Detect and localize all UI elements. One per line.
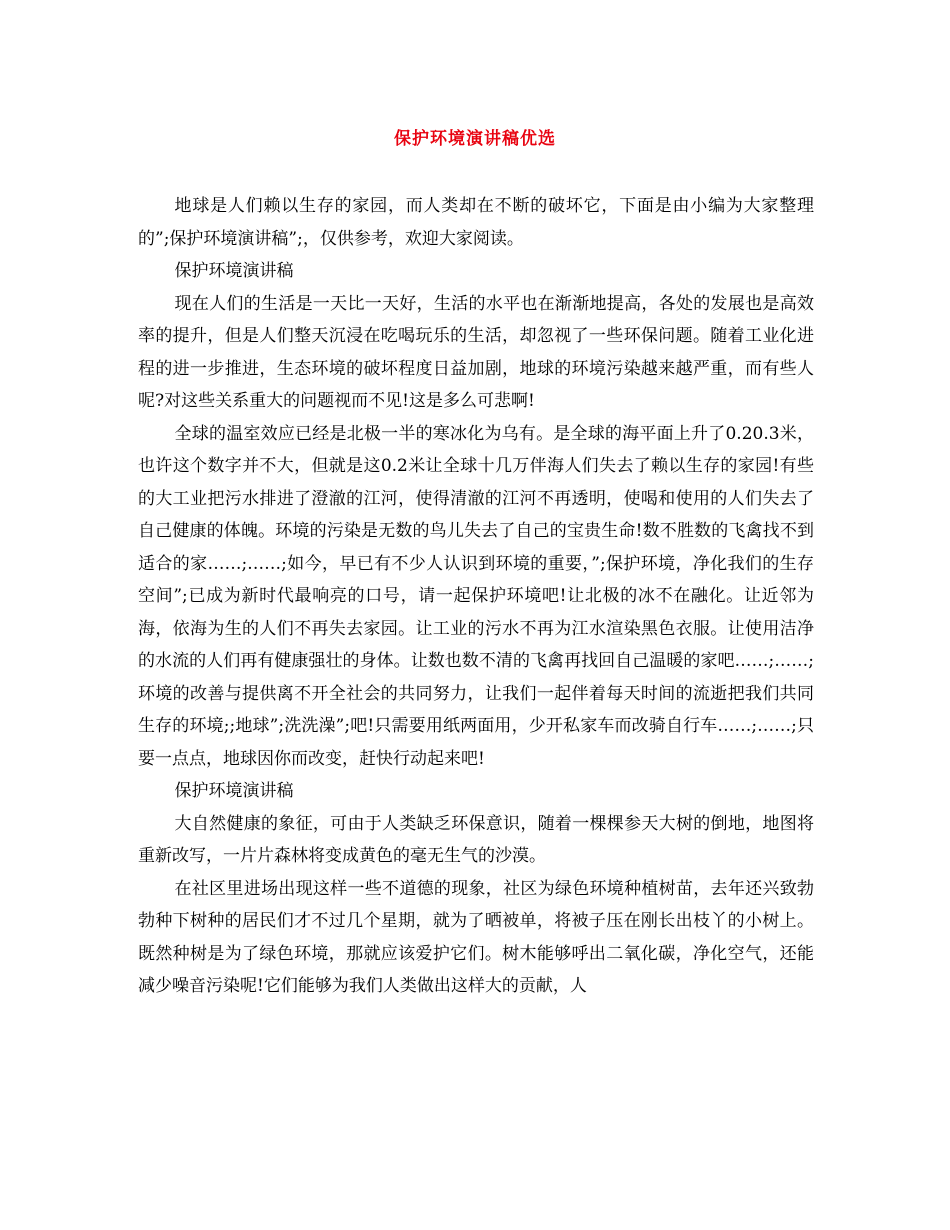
body-paragraph-2: 全球的温室效应已经是北极一半的寒冰化为乌有。是全球的海平面上升了0.20.3米，也许这个数字并不大，但就是这0.2米让全球十几万伴海人们失去了赖以生存的家园!有些的大工业把污水排进了澄澈的江河，使得清澈的江河不再透明，使喝和使用的人们失去了自己健康的体魄。环境的污染是无数的鸟儿失去了自己的宝贵生命!数不胜数的飞禽找不到适合的家……;……;如今，早已有不少人认识到环境的重要，”;保护环境，净化我们的生存空间”;已成为新时代最响亮的口号，请一起保护环境吧!让北极的冰不在融化。让近邻为海，依海为生的人们不再失去家园。让工业的污水不再为江水渲染黑色衣服。让使用洁净的水流的人们再有健康强壮的身体。让数也数不清的飞禽再找回自己温暖的家吧……;……;环境的改善与提供离不开全社会的共同努力，让我们一起伴着每天时间的流逝把我们共同生存的环境;;地球”;洗洗澡”;吧!只需要用纸两面用，少开私家车而改骑自行车……;……;只要一点点，地球因你而改变，赶快行动起来吧! [138, 423, 814, 769]
document-title: 保护环境演讲稿优选 [394, 129, 556, 149]
document-body [138, 190, 814, 1003]
body-paragraph-4: 在社区里进场出现这样一些不道德的现象，社区为绿色环境种植树苗，去年还兴致勃勃种下树种的居民们才不过几个星期，就为了晒被单，将被子压在刚长出枝丫的小树上。既然种树是为了绿色环境，那就应该爱护它们。树木能够呼出二氧化碳，净化空气，还能减少噪音污染呢!它们能够为我们人类做出这样大的贡献，人 [138, 878, 814, 996]
body-paragraph-1: 现在人们的生活是一天比一天好，生活的水平也在渐渐地提高，各处的发展也是高效率的提升，但是人们整天沉浸在吃喝玩乐的生活，却忽视了一些环保问题。随着工业化进程的进一步推进，生态环境的破坏程度日益加剧，地球的环境污染越来越严重，而有些人呢?对这些关系重大的问题视而不见!这是多么可悲啊! [138, 293, 814, 411]
section-heading-1: 保护环境演讲稿 [174, 261, 294, 281]
body-paragraph-3: 大自然健康的象征，可由于人类缺乏环保意识，随着一棵棵参天大树的倒地，地图将重新改写，一片片森林将变成黄色的毫无生气的沙漠。 [138, 813, 814, 866]
intro-paragraph: 地球是人们赖以生存的家园，而人类却在不断的破坏它，下面是由小编为大家整理的”;保护环境演讲稿”;，仅供参考，欢迎大家阅读。 [138, 196, 814, 249]
section-heading-2: 保护环境演讲稿 [174, 781, 294, 801]
